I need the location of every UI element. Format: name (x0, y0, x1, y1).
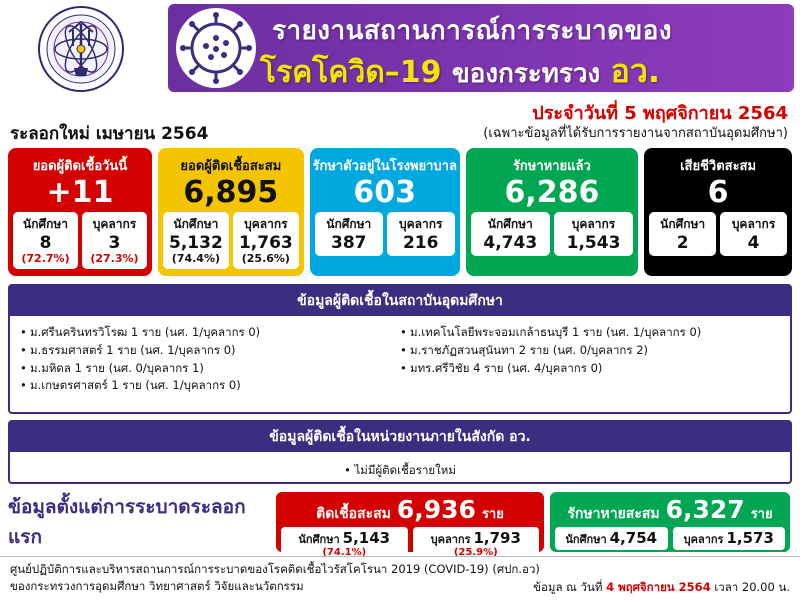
card-total-cases (158, 148, 304, 276)
sub-value: 2 (676, 232, 689, 253)
footer (0, 556, 800, 600)
cumulative-infected-unit: ราย (481, 507, 504, 522)
cumulative-infected-label: ติดเชื้อสะสม (316, 506, 391, 522)
header-title-of: ของกระทรวง (452, 59, 601, 89)
footer-line2: ของกระทรวงการอุดมศึกษา วิทยาศาสตร์ วิจัยและนวัตกรรม (10, 579, 304, 594)
ministry-emblem-icon (16, 6, 146, 92)
sub-label: บุคลากร (731, 216, 776, 231)
footer-date-prefix: ข้อมูล ณ วันที่ (533, 580, 607, 594)
card-title: รักษาหายแล้ว (512, 159, 591, 174)
card-sub-student (163, 212, 229, 270)
list-item: • ม.เทคโนโลยีพระจอมเกล้าธนบุรี 1 ราย (นศ. 1/บุคลากร 0) (400, 325, 702, 339)
cumulative-row (8, 492, 792, 558)
header-title-aw: อว. (610, 52, 660, 90)
list-item: • ม.เกษตรศาสตร์ 1 ราย (นศ. 1/บุคลากร 0) (20, 378, 241, 393)
institution-text: ม.ศรีนครินทรวิโรฒ 1 ราย (นศ. 1/บุคลากร 0) (30, 325, 261, 339)
sub-label: บุคลากร (571, 216, 616, 231)
institutions-section (8, 284, 792, 414)
header-title-covid: โรคโควิด–19 (260, 55, 442, 90)
card-value: +11 (46, 175, 114, 210)
cumulative-recovered-label: รักษาหายสะสม (567, 506, 660, 522)
institution-text: ม.เทคโนโลยีพระจอมเกล้าธนบุรี 1 ราย (นศ. 1/บุคลากร 0) (410, 325, 702, 339)
organizations-heading: ข้อมูลผู้ติดเชื้อในหน่วยงานภายในสังกัด อว. (10, 422, 790, 452)
sub-pct: (72.7%) (21, 252, 70, 266)
card-title: ยอดผู้ติดเชื้อวันนี้ (32, 159, 128, 174)
institution-text: ม.ราชภัฏสวนสุนันทา 2 ราย (นศ. 0/บุคลากร 2) (410, 342, 648, 357)
sub-label: บุคลากร (398, 216, 443, 231)
institutions-right-column (400, 324, 780, 395)
virus-icon (176, 8, 256, 88)
card-sub-staff (233, 212, 299, 270)
sub-value: 3 (108, 232, 121, 253)
list-item: • ม.ศรีนครินทรวิโรฒ 1 ราย (นศ. 1/บุคลากร 0) (20, 325, 261, 339)
sub-value: 1,793 (473, 529, 521, 547)
footer-line1: ศูนย์ปฏิบัติการและบริหารสถานการณ์การระบาดของโรคติดเชื้อไวรัสโคโรนา 2019 (COVID-19) (ศปก.อว) (10, 562, 540, 576)
sub-pct: (27.3%) (90, 252, 139, 266)
sub-value: 4,754 (609, 529, 658, 547)
header-title-line1: รายงานสถานการณ์การระบาดของ (272, 16, 673, 46)
organizations-section (8, 420, 792, 484)
sub-value: 5,132 (169, 232, 223, 253)
card-sub-student (315, 212, 383, 257)
sub-pct: (25.9%) (453, 547, 498, 558)
institution-text: ม.มหิดล 1 ราย (นศ. 0/บุคลากร 1) (30, 360, 204, 375)
sub-value: 4,743 (483, 232, 538, 253)
sub-label: บุคลากร (244, 216, 288, 231)
sub-value: 216 (402, 232, 439, 253)
report-date: ประจำวันที่ 5 พฤศจิกายน 2564 (532, 103, 788, 124)
institution-text: ม.ธรรมศาสตร์ 1 ราย (นศ. 1/บุคลากร 0) (30, 342, 236, 357)
card-value: 6,286 (504, 175, 600, 210)
sub-label: นักศึกษา (660, 216, 706, 231)
sub-label: นักศึกษา (565, 533, 607, 546)
sub-value: 387 (331, 232, 367, 253)
card-sub-student (471, 212, 550, 257)
list-item: • ม.มหิดล 1 ราย (นศ. 0/บุคลากร 1) (20, 360, 204, 375)
card-value: 603 (353, 175, 417, 210)
organizations-note: • ไม่มีผู้ติดเชื้อรายใหม่ (344, 463, 456, 477)
sub-value: 1,573 (726, 529, 774, 547)
sub-value: 8 (39, 232, 52, 253)
card-subrow (310, 212, 460, 262)
sub-label: นักศึกษา (326, 216, 372, 231)
card-in-hospital (310, 148, 460, 276)
sub-pct: (74.1%) (322, 547, 367, 558)
cumulative-infected-box (276, 492, 544, 558)
sub-label: บุคลากร (430, 533, 471, 546)
card-subrow (8, 212, 152, 275)
sub-pct: (25.6%) (241, 252, 290, 266)
sub-label: นักศึกษา (22, 216, 68, 231)
card-value: 6 (707, 175, 729, 210)
card-title: ยอดผู้ติดเชื้อสะสม (180, 159, 282, 174)
list-item: • ม.ราชภัฏสวนสุนันทา 2 ราย (นศ. 0/บุคลากร 2) (400, 342, 648, 357)
sub-label: บุคลากร (92, 216, 137, 231)
cumulative-infected-value: 6,936 (396, 495, 476, 524)
card-sub-student (649, 212, 716, 257)
list-item: • มทร.ศรีวิชัย 4 ราย (นศ. 4/บุคลากร 0) (400, 360, 603, 375)
card-sub-staff (387, 212, 455, 257)
sub-label: นักศึกษา (487, 216, 533, 231)
sub-label: นักศึกษา (298, 533, 340, 546)
card-sub-staff (82, 212, 147, 270)
card-sub-staff (720, 212, 787, 257)
list-item: • ม.ธรรมศาสตร์ 1 ราย (นศ. 1/บุคลากร 0) (20, 342, 236, 357)
cumulative-recovered-student (555, 527, 668, 550)
sub-value: 1,763 (238, 232, 293, 253)
card-title: เสียชีวิตสะสม (680, 159, 757, 174)
institutions-body (10, 316, 790, 403)
wave-label: ระลอกใหม่ เมษายน 2564 (10, 124, 209, 144)
footer-left (10, 561, 540, 596)
header-title-line2 (260, 46, 660, 97)
card-value: 6,895 (183, 175, 279, 210)
card-sub-student (13, 212, 78, 270)
card-subrow (466, 212, 639, 262)
card-sub-staff (554, 212, 633, 257)
footer-date: 4 พฤศจิกายน 2564 (606, 580, 711, 594)
sub-pct: (74.4%) (171, 252, 220, 266)
report-date-note: (เฉพาะข้อมูลที่ได้รับการรายงานจากสถาบันอุดมศึกษา) (483, 126, 788, 141)
institutions-heading: ข้อมูลผู้ติดเชื้อในสถาบันอุดมศึกษา (10, 286, 790, 316)
footer-date-suffix: เวลา 20.00 น. (710, 580, 790, 594)
card-deaths (644, 148, 792, 276)
cumulative-recovered-box (550, 492, 790, 552)
cumulative-recovered-staff (673, 527, 786, 550)
sub-value: 1,543 (566, 232, 621, 253)
sub-value: 4 (747, 232, 760, 253)
card-recovered (466, 148, 639, 276)
sub-label: นักศึกษา (173, 216, 219, 231)
sub-label: บุคลากร (683, 533, 724, 546)
cumulative-label: ข้อมูลตั้งแต่การระบาดระลอกแรก (8, 496, 246, 548)
card-subrow (158, 212, 304, 275)
institutions-left-column (20, 324, 400, 395)
institution-text: ม.เกษตรศาสตร์ 1 ราย (นศ. 1/บุคลากร 0) (30, 378, 241, 393)
cumulative-recovered-unit: ราย (750, 507, 773, 522)
cumulative-recovered-value: 6,327 (665, 495, 745, 524)
stat-cards (8, 148, 792, 276)
footer-right (533, 579, 790, 597)
card-subrow (644, 212, 792, 262)
sub-value: 5,143 (342, 529, 391, 547)
institution-text: มทร.ศรีวิชัย 4 ราย (นศ. 4/บุคลากร 0) (410, 360, 603, 375)
header (0, 0, 800, 95)
card-today-cases (8, 148, 152, 276)
card-title: รักษาตัวอยู่ในโรงพยาบาล (312, 159, 457, 174)
